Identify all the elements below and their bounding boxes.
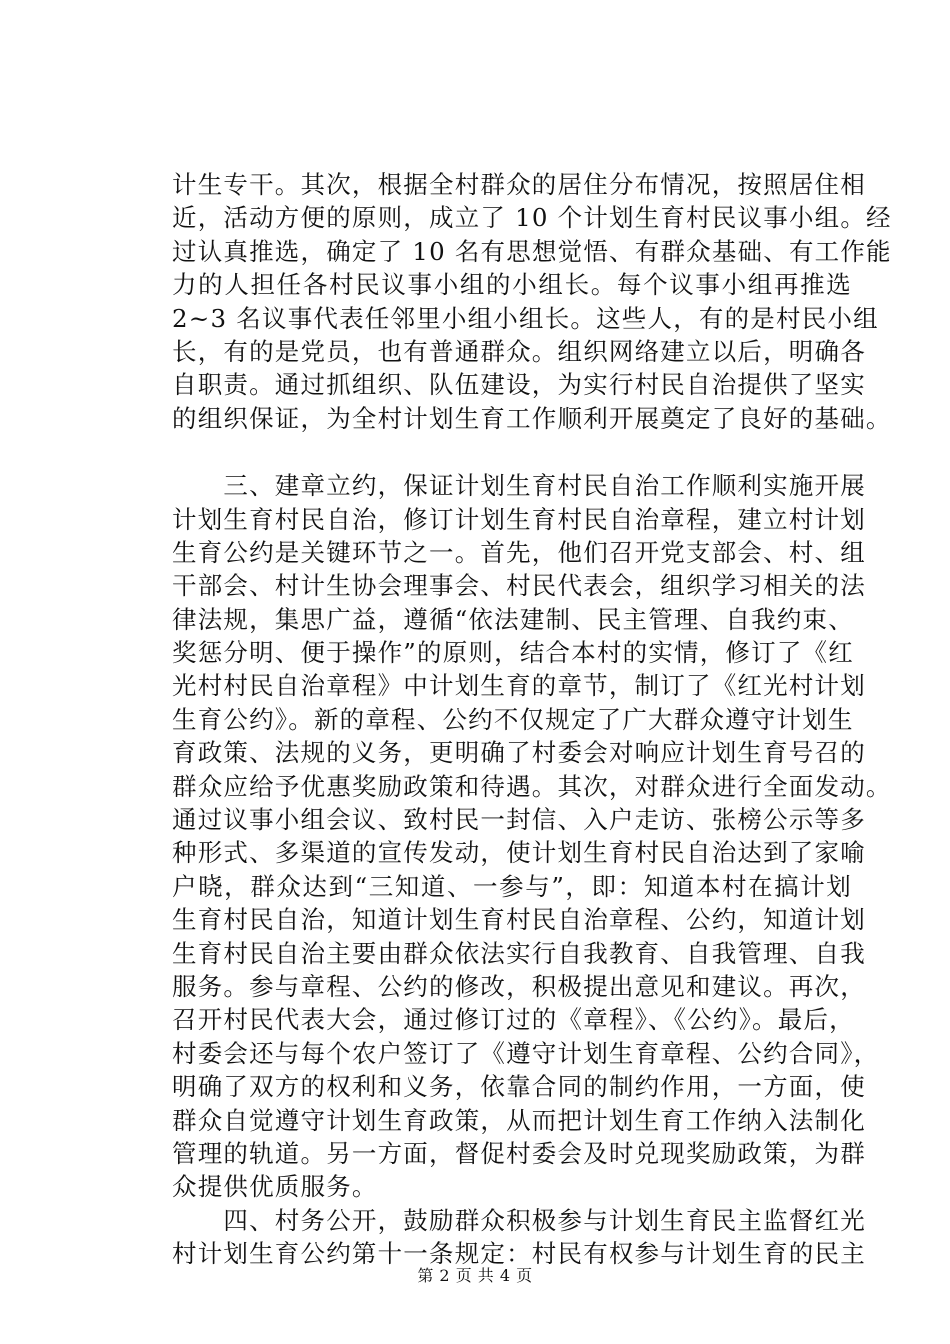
text-line: 通过议事小组会议、致村民一封信、入户走访、张榜公示等多 [172,805,866,835]
text-line: 的组织保证，为全村计划生育工作顺利开展奠定了良好的基础。 [172,403,892,433]
text-line: 长，有的是党员，也有普通群众。组织网络建立以后，明确各 [172,336,866,366]
text-line: 育政策、法规的义务，更明确了村委会对响应计划生育号召的 [172,738,866,768]
paragraph-2 [172,469,892,1204]
text-line: 群众自觉遵守计划生育政策，从而把计划生育工作纳入法制化 [172,1105,866,1135]
text-line: 自职责。通过抓组织、队伍建设，为实行村民自治提供了坚实 [172,370,866,400]
text-line: 奖惩分明、便于操作”的原则，结合本村的实情，修订了《红 [172,638,854,668]
text-line: 服务。参与章程、公约的修改，积极提出意见和建议。再次， [172,971,866,1001]
text-line: 近，活动方便的原则，成立了 10 个计划生育村民议事小组。经 [172,203,892,233]
text-line: 计生专干。其次，根据全村群众的居住分布情况，按照居住相 [172,170,866,199]
text-line: 生育村民自治主要由群众依法实行自我教育、自我管理、自我 [172,938,866,968]
document-body [172,168,892,1271]
text-line: 过认真推选，确定了 10 名有思想觉悟、有群众基础、有工作能 [172,236,892,266]
page-number-footer: 第 2 页 共 4 页 [417,1266,533,1285]
text-line: 村计划生育公约第十一条规定：村民有权参与计划生育的民主 [172,1239,866,1269]
text-line: 村委会还与每个农户签订了《遵守计划生育章程、公约合同》， [172,1038,880,1068]
text-line: 户晓，群众达到“三知道、一参与”，即：知道本村在搞计划 [172,871,852,901]
text-line: 生育公约》。新的章程、公约不仅规定了广大群众遵守计划生 [172,704,854,734]
text-line: 众提供优质服务。 [172,1172,378,1202]
text-line: 管理的轨道。另一方面，督促村委会及时兑现奖励政策，为群 [172,1138,866,1168]
section-heading-line: 四、村务公开，鼓励群众积极参与计划生育民主监督红光 [172,1205,866,1235]
text-line: 2~3 名议事代表任邻里小组小组长。这些人，有的是村民小组 [172,303,879,333]
paragraph-gap [172,435,852,469]
text-line: 律法规，集思广益，遵循“依法建制、民主管理、自我约束、 [172,604,854,634]
text-line: 生育公约是关键环节之一。首先，他们召开党支部会、村、组 [172,537,866,567]
text-line: 种形式、多渠道的宣传发动，使计划生育村民自治达到了家喻 [172,838,866,868]
text-line: 计划生育村民自治，修订计划生育村民自治章程，建立村计划 [172,504,866,534]
paragraph-1 [172,168,892,435]
section-heading-line: 三、建章立约，保证计划生育村民自治工作顺利实施开展 [172,471,866,501]
paragraph-3 [172,1204,866,1271]
text-line: 光村村民自治章程》中计划生育的章节，制订了《红光村计划 [172,671,866,701]
text-line: 群众应给予优惠奖励政策和待遇。其次，对群众进行全面发动。 [172,771,892,801]
text-line: 生育村民自治，知道计划生育村民自治章程、公约，知道计划 [172,905,866,935]
text-line: 力的人担任各村民议事小组的小组长。每个议事小组再推选 [172,270,852,300]
text-line: 明确了双方的权利和义务，依靠合同的制约作用，一方面，使 [172,1072,866,1102]
text-line: 干部会、村计生协会理事会、村民代表会，组织学习相关的法 [172,571,866,601]
text-line: 召开村民代表大会，通过修订过的《章程》、《公约》。最后， [172,1005,855,1035]
